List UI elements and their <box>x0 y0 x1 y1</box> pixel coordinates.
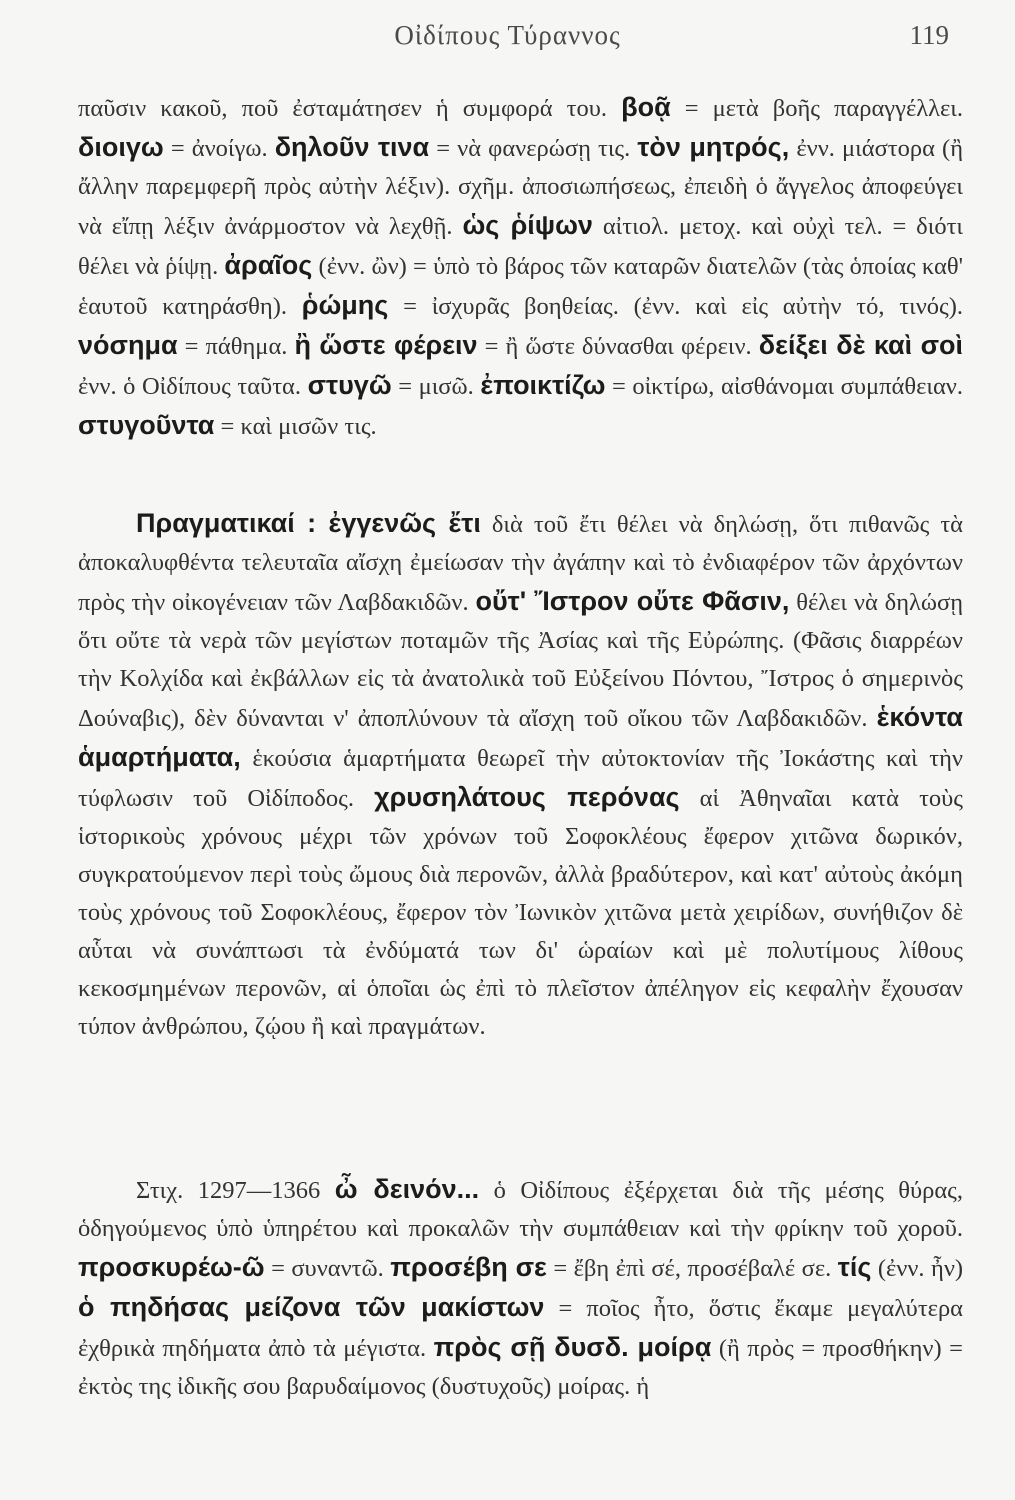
note-text: ὁ Οἰδίπους ἐξέρχεται διὰ τῆς μέσης θύρας, ὁδηγούμενος ὑπὸ ὑπηρέτου καὶ προκαλῶν τὴν συμπάθειαν καὶ τὴν φρίκην τοῦ χοροῦ. <box>78 1177 964 1242</box>
lemma: τὸν μητρός, <box>637 132 790 162</box>
lemma: προσέβη σε <box>390 1252 547 1282</box>
note-text: αἱ Ἀθηναῖαι κατὰ τοὺς ἱστορικοὺς χρόνους μέχρι τῶν χρόνων τοῦ Σοφοκλέους ἔφερον χιτῶνα δωρικόν, συγκρατούμενον περὶ τοὺς ὤμους διὰ περονῶν, ἀλλὰ βραδύτερον, καὶ κατ' αὐτοὺς ἀκόμη τοὺς χρόνους τοῦ Σοφοκλέους, ἔφερον τὸν Ἰωνικὸν χιτῶνα μετὰ χειρίδων, συνήθιζον δὲ αὗται νὰ συνάπτωσι τὰ ἐνδύματά των δι' ὡραίων καὶ μὲ πολυτίμους λίθους κεκοσμημένων περονῶν, αἱ ὁποῖαι ὡς ἐπὶ τὸ πλεῖστον ἀπέληγον εἰς κεφαλὴν ἔχουσαν τύπον ἀνθρώπου, ζῴου ἢ καὶ πραγμάτων. <box>78 785 963 1040</box>
lemma: ἐποικτίζω <box>480 370 606 400</box>
note-text: = ἢ ὥστε δύνασθαι φέρειν. <box>484 333 752 360</box>
running-header <box>0 18 1015 58</box>
lemma: οὔτ' Ἴστρον οὔτε Φᾶσιν, <box>475 586 790 616</box>
note-text: (ἢ πρὸς = προσθήκην) = ἐκτὸς της ἰδικῆς σου βαρυδαίμονος (δυστυχοῦς) μοίρας. ἡ <box>78 1335 963 1400</box>
note-text: = μετὰ βοῆς παραγγέλλει. <box>684 95 964 122</box>
note-text: ἑκούσια ἁμαρτήματα θεωρεῖ τὴν αὐτοκτονίαν τῆς Ἰοκάστης καὶ τὴν τύφλωσιν τοῦ Οἰδίποδος. <box>78 745 963 812</box>
verse-reference: Στιχ. 1297—1366 <box>136 1177 321 1204</box>
lemma: τίς <box>837 1252 872 1282</box>
note-text: = νὰ φανερώσῃ τις. <box>436 135 631 162</box>
section-heading: Πραγματικαί : ἐγγενῶς ἔτι <box>136 508 481 538</box>
lemma: δείξει δὲ καὶ σοὶ <box>758 330 964 360</box>
note-text: ἐνν. μιάστορα (ἢ ἄλλην παρεμφερῆ πρὸς αὐτὴν λέξιν). σχῆμ. ἀποσιωπήσεως, ἐπειδὴ ὁ ἄγγελος ἀποφεύγει νὰ εἴπῃ λέξιν ἀνάρμοστον νὰ λεχθῇ. <box>78 135 964 240</box>
note-text: θέλει νὰ δηλώσῃ ὅτι οὔτε τὰ νερὰ τῶν μεγίστων ποταμῶν τῆς Ἀσίας καὶ τῆς Εὐρώπης. (Φᾶσις διαρρέων τὴν Κολχίδα καὶ ἐκβάλλων εἰς τὰ ἀνατολικὰ τοῦ Εὐξείνου Πόντου, Ἴστρος ὁ σημερινὸς Δούναβις), δὲν δύνανται ν' ἀποπλύνουν τὰ αἴσχη τοῦ οἴκου τῶν Λαβδακιδῶν. <box>78 589 964 732</box>
lemma: ἑκόντα ἁμαρτήματα, <box>78 702 963 772</box>
note-text: = ποῖος ἦτο, ὅστις ἔκαμε μεγαλύτερα ἐχθρικὰ πηδήματα ἀπὸ τὰ μέγιστα. <box>78 1295 964 1362</box>
lemma: στυγοῦντα <box>78 410 215 440</box>
lemma: δηλοῦν τινα <box>274 132 430 162</box>
lemma: νόσημα <box>78 330 178 360</box>
lemma: πρὸς σῇ δυσδ. μοίρᾳ <box>433 1332 712 1362</box>
note-text: = καὶ μισῶν τις. <box>220 413 377 440</box>
lemma: διοιγω <box>78 132 164 162</box>
lemma: ὁ πηδήσας μείζονα τῶν μακίστων <box>78 1292 545 1322</box>
note-text: (ἐνν. ὢν) = ὑπὸ τὸ βάρος τῶν καταρῶν διατελῶν (τὰς ὁποίας καθ' ἑαυτοῦ κατηράσθη). <box>78 253 963 320</box>
lemma: ἀραῖος <box>224 250 313 280</box>
note-text: = ἔβη ἐπὶ σέ, προσέβαλέ σε. <box>553 1255 832 1282</box>
commentary-paragraph-2 <box>78 504 963 1046</box>
note-text: = οἰκτίρω, αἰσθάνομαι συμπάθειαν. <box>611 373 963 400</box>
commentary-paragraph-1 <box>78 88 963 446</box>
note-text: = ἰσχυρᾶς βοηθείας. (ἐνν. καὶ εἰς αὐτὴν τό, τινός). <box>403 293 964 320</box>
running-title: Οἰδίπους Τύραννος <box>394 20 621 50</box>
commentary-paragraph-3 <box>78 1170 963 1406</box>
note-text: αἰτιολ. μετοχ. καὶ οὐχὶ τελ. = διότι θέλει νὰ ῥίψῃ. <box>78 213 963 280</box>
note-text: (ἐνν. ἦν) <box>877 1255 964 1282</box>
lemma: βοᾷ <box>621 92 671 122</box>
lemma: ὦ δεινόν... <box>334 1174 480 1204</box>
note-text: = πάθημα. <box>184 333 288 360</box>
lemma: προσκυρέω-ῶ <box>78 1252 265 1282</box>
lemma: χρυσηλάτους περόνας <box>374 782 680 812</box>
page-number: 119 <box>909 20 949 50</box>
note-text: = μισῶ. <box>398 373 474 400</box>
lemma: ὡς ῥίψων <box>462 210 593 240</box>
note-text: = συναντῶ. <box>271 1255 384 1282</box>
lemma: ῥώμης <box>301 290 389 320</box>
paragraph-text <box>78 504 963 1046</box>
lemma: ἢ ὥστε φέρειν <box>294 330 478 360</box>
lemma: στυγῶ <box>307 370 392 400</box>
note-text: ἐνν. ὁ Οἰδίπους ταῦτα. <box>78 373 301 400</box>
note-text: διὰ τοῦ ἔτι θέλει νὰ δηλώσῃ, ὅτι πιθανῶς τὰ ἀποκαλυφθέντα τελευταῖα αἴσχη ἐμείωσαν τὴν ἀγάπην καὶ τὸ ἐνδιαφέρον τῶν ἀρχόντων πρὸς τὴν οἰκογένειαν τῶν Λαβδακιδῶν. <box>78 511 964 616</box>
note-text: παῦσιν κακοῦ, ποῦ ἐσταμάτησεν ἡ συμφορά του. <box>78 95 608 122</box>
paragraph-text <box>78 1170 963 1406</box>
note-text: = ἀνοίγω. <box>170 135 268 162</box>
paragraph-text <box>78 88 963 446</box>
